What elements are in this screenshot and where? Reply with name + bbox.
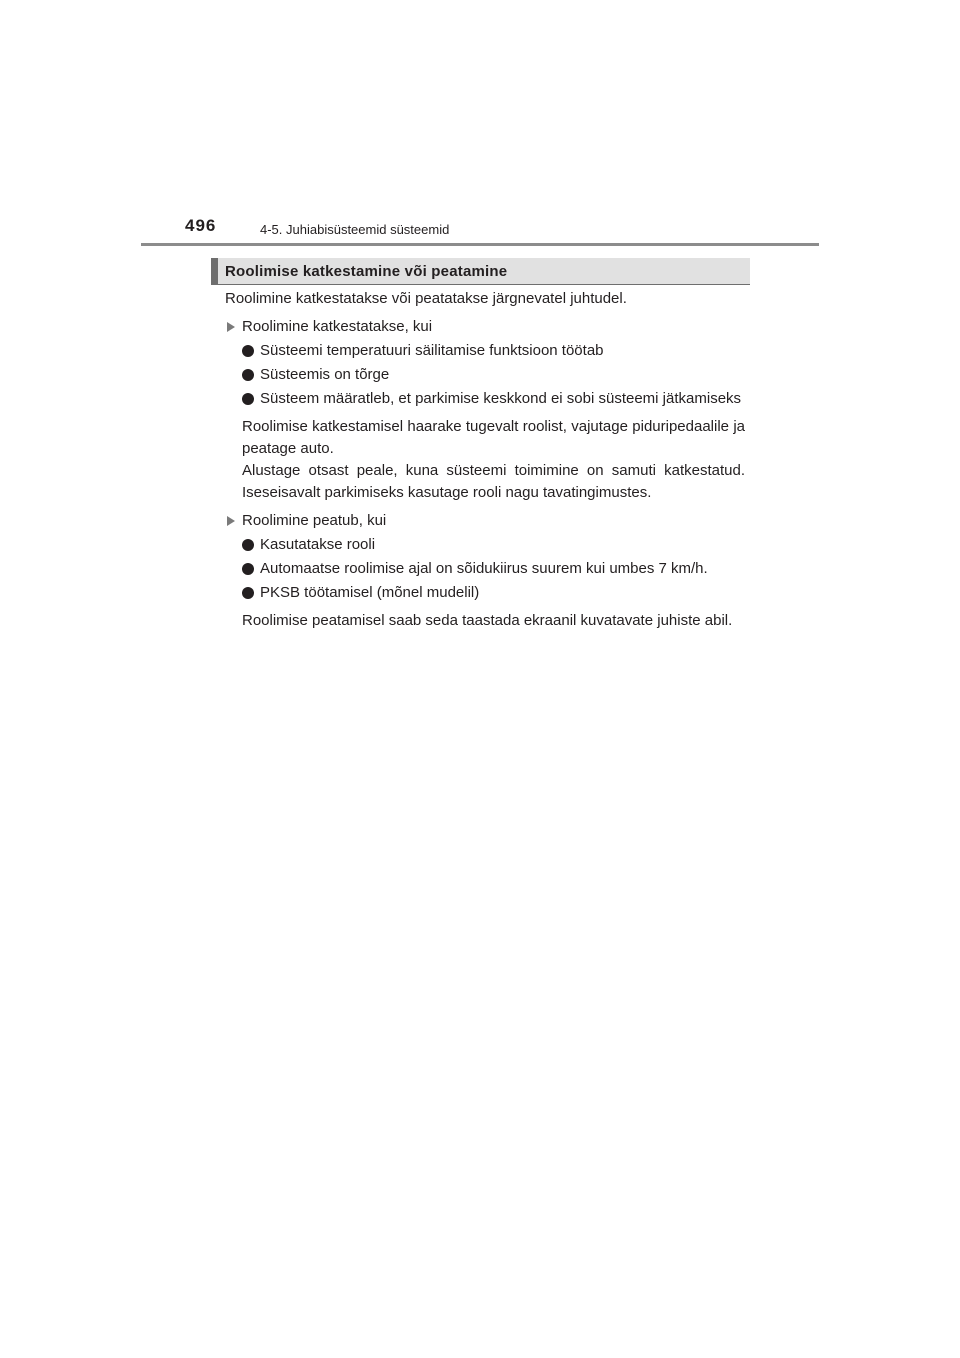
bullet-dot-icon	[242, 587, 254, 599]
bullet-list	[225, 534, 745, 604]
note-paragraph: Roolimise katkestamisel haarake tugevalt roolist, vajutage piduripedaalile ja peatage auto.	[242, 418, 745, 457]
note-paragraph: Alustage otsast peale, kuna süsteemi toimimine on samuti katkestatud. Iseseisavalt parkimiseks kasutage rooli nagu tavatingimustes.	[242, 462, 745, 501]
section-heading	[211, 258, 750, 285]
bullet-dot-icon	[242, 563, 254, 575]
list-item-text: Süsteem määratleb, et parkimise keskkond ei sobi süsteemi jätkamiseks	[260, 390, 742, 407]
list-item	[242, 388, 745, 410]
section-heading-text: Roolimise katkestamine või peatamine	[225, 263, 508, 280]
list-item	[242, 582, 745, 604]
bullet-list	[225, 340, 745, 410]
chapter-title: 4-5. Juhiabisüsteemid süsteemid	[260, 222, 450, 237]
bullet-dot-icon	[242, 345, 254, 357]
note-paragraph: Roolimise peatamisel saab seda taastada ekraanil kuvatavate juhiste abil.	[242, 612, 733, 629]
sub-heading-text: Roolimine peatub, kui	[242, 512, 387, 529]
header-rule	[141, 243, 819, 246]
group-stopped	[225, 510, 745, 632]
sub-heading	[225, 510, 745, 532]
sub-heading-text: Roolimine katkestatakse, kui	[242, 318, 433, 335]
page-number: 496	[185, 216, 217, 235]
bullet-dot-icon	[242, 369, 254, 381]
list-item	[242, 364, 745, 386]
list-item-text: Kasutatakse rooli	[260, 536, 376, 553]
intro-text: Roolimine katkestatakse või peatatakse järgnevatel juhtudel.	[225, 290, 627, 307]
list-item-text: Automaatse roolimise ajal on sõidukiirus suurem kui umbes 7 km/h.	[260, 560, 708, 577]
note-block	[242, 416, 745, 504]
triangle-right-icon	[227, 322, 235, 332]
list-item-text: PKSB töötamisel (mõnel mudelil)	[260, 584, 480, 601]
note-block	[242, 610, 745, 632]
content	[225, 288, 745, 632]
list-item-text: Süsteemis on tõrge	[260, 366, 390, 383]
list-item	[242, 340, 745, 362]
bullet-dot-icon	[242, 539, 254, 551]
sub-heading	[225, 316, 745, 338]
list-item-text: Süsteemi temperatuuri säilitamise funktsioon töötab	[260, 342, 604, 359]
section-heading-bar	[211, 258, 218, 284]
group-interrupted	[225, 316, 745, 504]
bullet-dot-icon	[242, 393, 254, 405]
list-item	[242, 534, 745, 556]
triangle-right-icon	[227, 516, 235, 526]
list-item	[242, 558, 745, 580]
